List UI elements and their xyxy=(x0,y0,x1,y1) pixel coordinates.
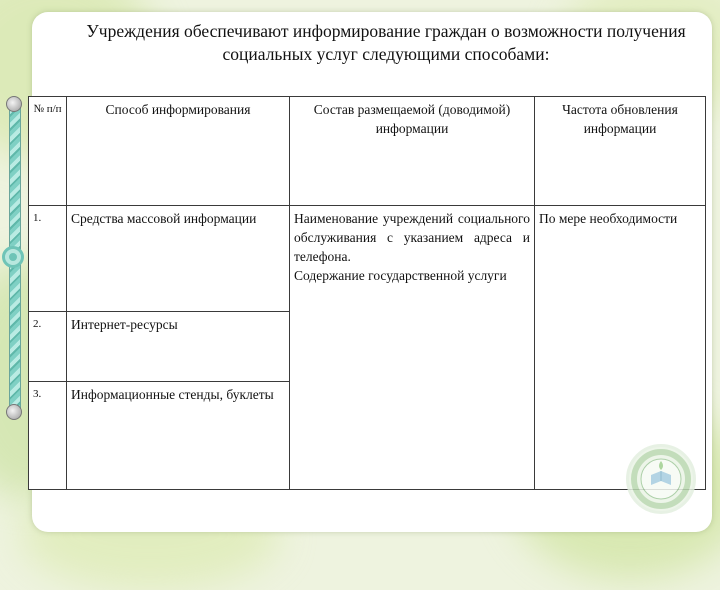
row-number: 2. xyxy=(29,312,67,382)
emblem-logo-icon xyxy=(626,444,696,514)
row-number: 3. xyxy=(29,382,67,490)
row-method: Информационные стенды, буклеты xyxy=(67,382,290,490)
row-number: 1. xyxy=(29,206,67,312)
header-method: Способ информирования xyxy=(67,97,290,206)
slide-title: Учреждения обеспечивают информирование граждан о возможности получения социальных услуг следующими способами: xyxy=(86,21,686,64)
row-method: Средства массовой информации xyxy=(67,206,290,312)
header-frequency: Частота обновления информации xyxy=(535,97,706,206)
table-header-row xyxy=(29,97,706,206)
rope-ring-top-icon xyxy=(6,96,22,112)
info-content-cell xyxy=(290,206,535,490)
header-content: Состав размещаемой (доводимой) информации xyxy=(290,97,535,206)
rope-ring-bottom-icon xyxy=(6,404,22,420)
table-row xyxy=(29,206,706,312)
info-content-line: Содержание государственной услуги xyxy=(294,268,507,283)
header-number: № п/п xyxy=(29,97,67,206)
frequency-cell: По мере необходимости xyxy=(535,206,706,490)
info-table xyxy=(28,96,706,490)
row-method: Интернет-ресурсы xyxy=(67,312,290,382)
info-content-line: Наименование учреждений социального обслуживания с указанием адреса и телефона. xyxy=(294,211,530,264)
rope-knot-icon xyxy=(2,246,24,268)
